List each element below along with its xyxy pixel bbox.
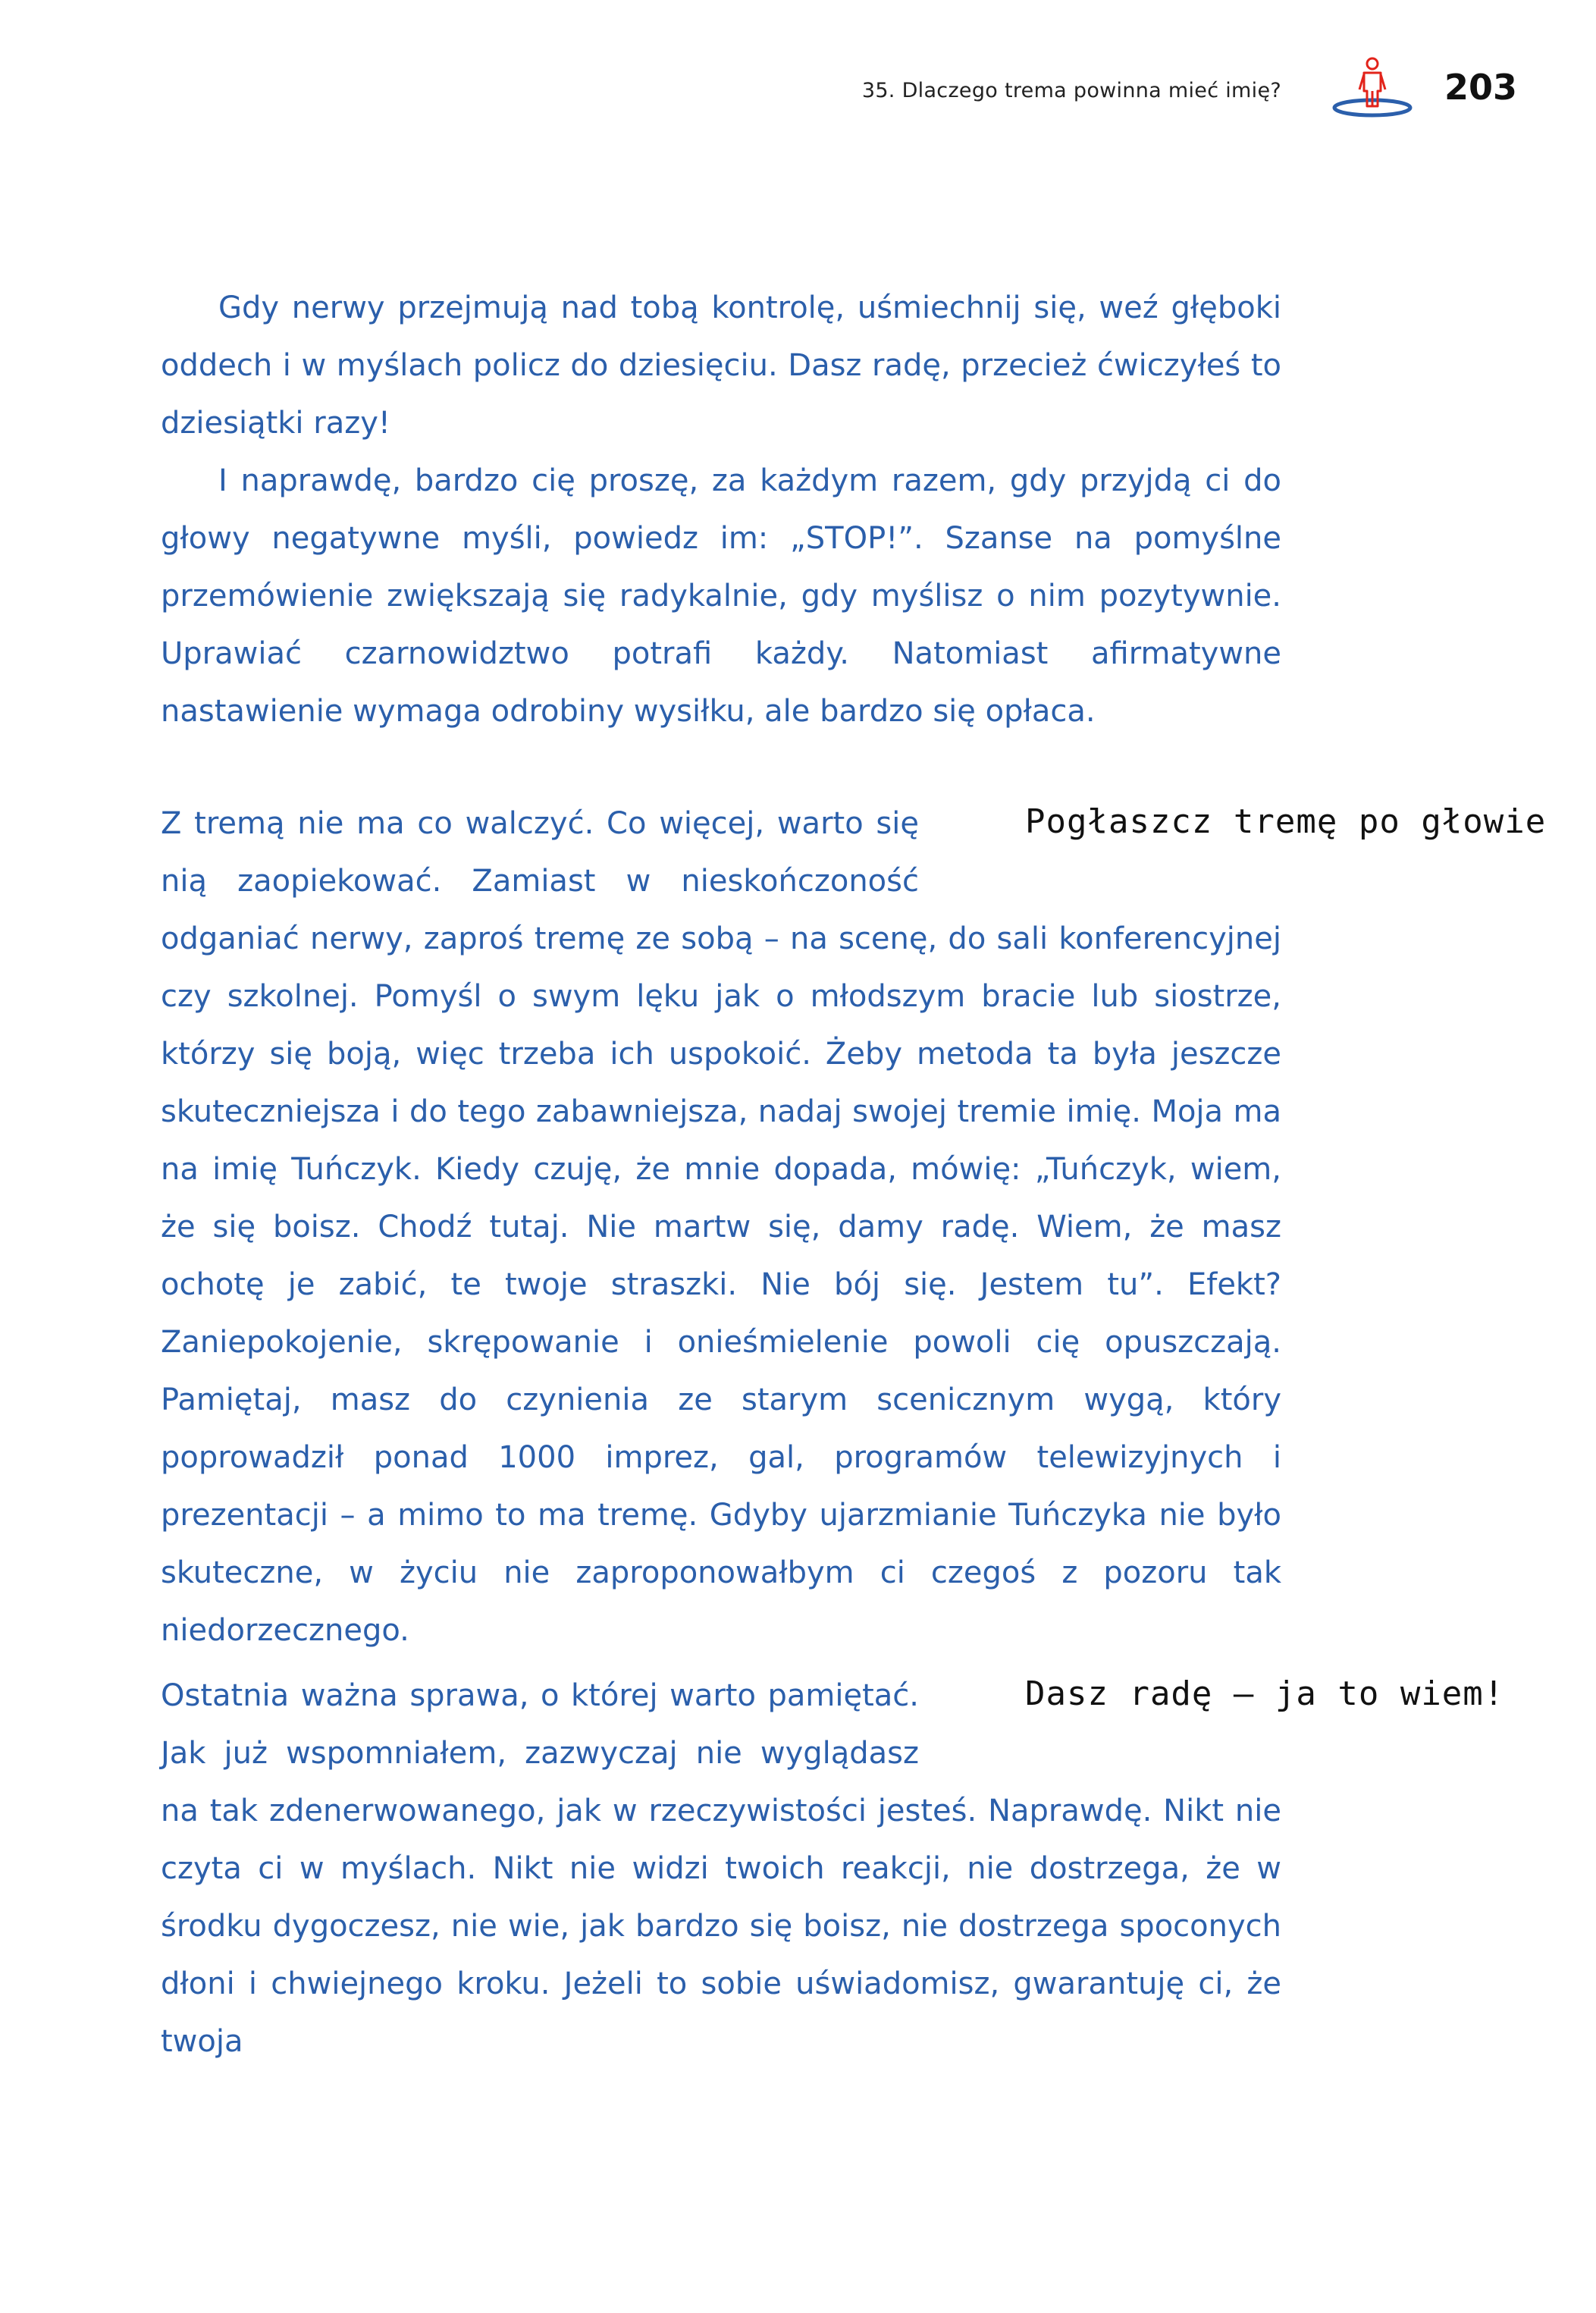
body-paragraph: I naprawdę, bardzo cię proszę, za każdym razem, gdy przyjdą ci do głowy negatywne myśli, powiedz im: „STOP!”. Szanse na pomyślne przemówienie zwiększają się radykalnie, gdy myślisz o nim pozytywnie. Uprawiać czarnowidztwo potrafi każdy. Natomiast afirmatywne nastawienie wymaga odrobiny wysiłku, ale bardzo się opłaca. <box>161 463 1281 729</box>
body-paragraph-text: Z tremą nie ma co walczyć. Co więcej, warto się nią zaopiekować. Zamiast w nieskończoność odganiać nerwy, zaproś tremę ze sobą – na scenę, do sali konferencyjnej czy szkolnej. Pomyśl o swym lęku jak o młodszym bracie lub siostrze, którzy się boją, więc trzeba ich uspokoić. Żeby metoda ta była jeszcze skuteczniejsza i do tego zabawniejsza, nadaj swojej tremie imię. Moja ma na imię Tuńczyk. Kiedy czuję, że mnie dopada, mówię: „Tuńczyk, wiem, że się boisz. Chodź tutaj. Nie martw się, damy radę. Wiem, że masz ochotę je zabić, te twoje straszki. Nie bój się. Jestem tu”. Efekt? Zaniepokojenie, skrępowanie i onieśmielenie powoli cię opuszczają. Pamiętaj, masz do czynienia ze starym scenicznym wygą, który poprowadził ponad 1000 imprez, gal, programów telewizyjnych i prezentacji – a mimo to ma tremę. Gdyby ujarzmianie Tuńczyka nie było skuteczne, w życiu nie zaproponowałbym ci czegoś z pozoru tak niedorzecznego. <box>161 806 1281 1648</box>
page-number: 203 <box>1444 67 1518 108</box>
sidenote-heading: Pogłaszcz tremę po głowie <box>1025 802 1547 841</box>
body-paragraph <box>161 795 1281 1659</box>
body-paragraph: Gdy nerwy przejmują nad tobą kontrolę, uśmiechnij się, weź głęboki oddech i w myślach policz do dziesięciu. Dasz radę, przecież ćwiczyłeś to dziesiątki razy! <box>161 290 1281 441</box>
sidenote-heading: Dasz radę – ja to wiem! <box>1025 1674 1505 1713</box>
running-title: 35. Dlaczego trema powinna mieć imię? <box>861 79 1281 102</box>
body-paragraph <box>161 1667 1281 2070</box>
person-on-stage-icon <box>1331 56 1414 124</box>
body-paragraph-text: Ostatnia ważna sprawa, o której warto pamiętać. Jak już wspomniałem, zazwyczaj nie wyglądasz na tak zdenerwowanego, jak w rzeczywistości jesteś. Naprawdę. Nikt nie czyta ci w myślach. Nikt nie widzi twoich reakcji, nie dostrzega, że w środku dygoczesz, nie wie, jak bardzo się boisz, nie dostrzega spoconych dłoni i chwiejnego kroku. Jeżeli to sobie uświadomisz, gwarantuję ci, że twoja <box>161 1678 1281 2059</box>
